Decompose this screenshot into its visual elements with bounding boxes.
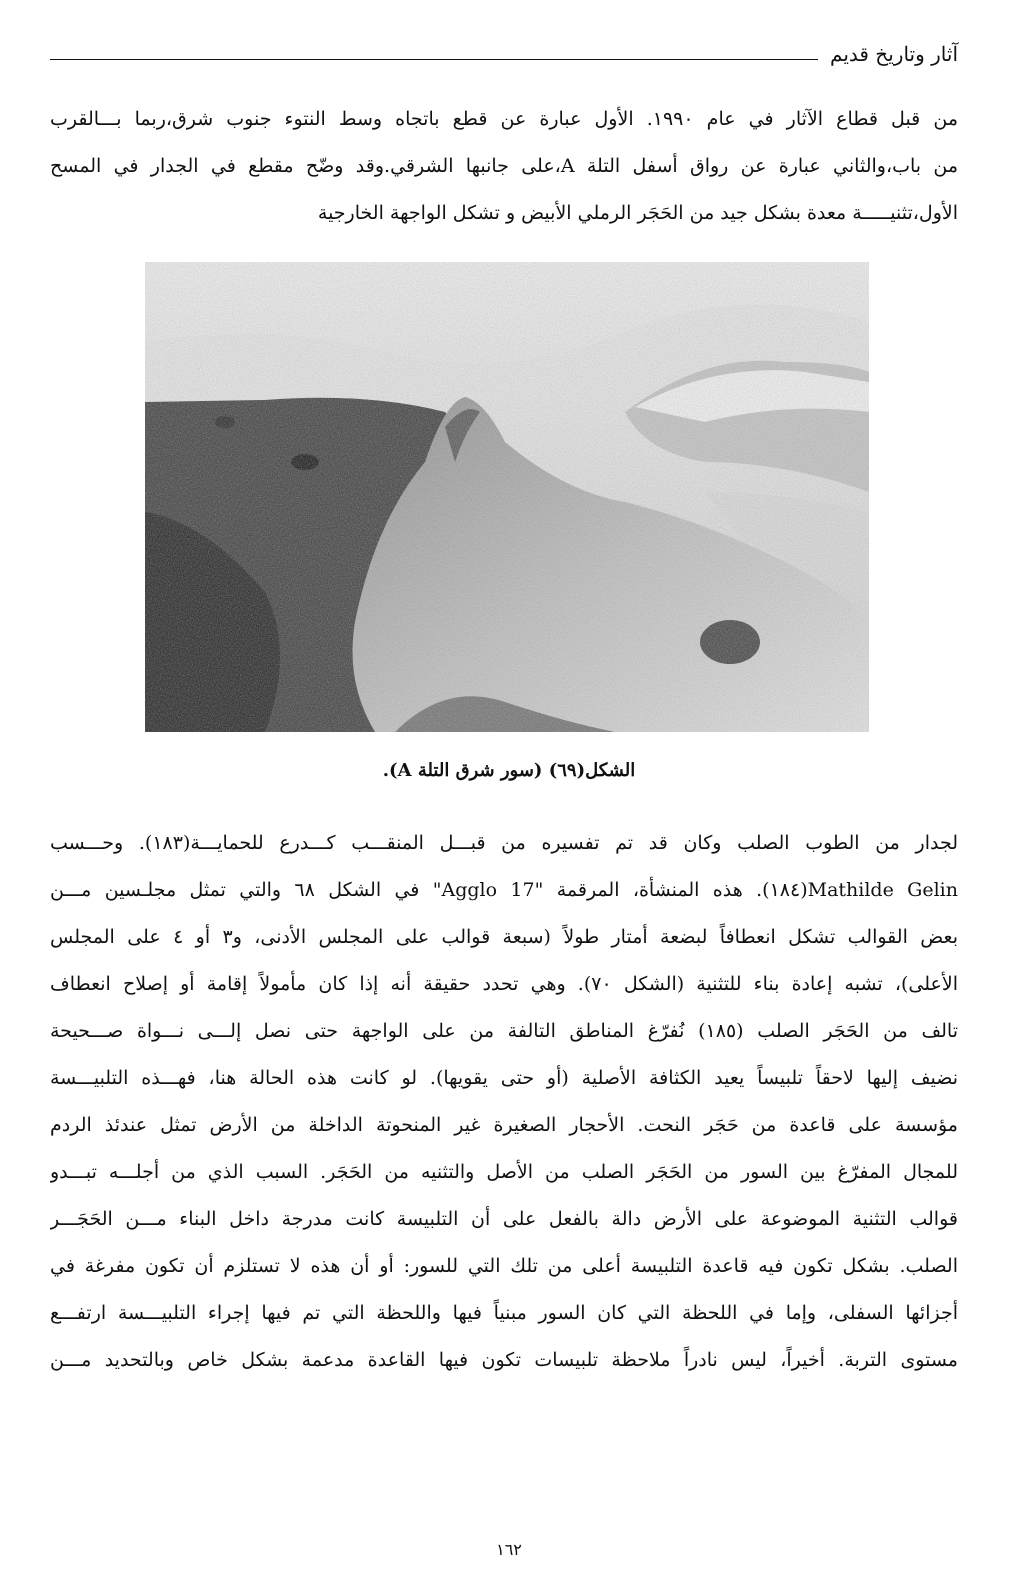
header-title: آثار وتاريخ قديم: [830, 42, 958, 66]
figure-caption: الشكل(٦٩) (سور شرق التلة A).: [382, 760, 636, 781]
text-line: لجدار من الطوب الصلب وكان قد تم تفسيره من قبـــل المنقـــب كـــدرع للحمايـــة(١٨٣). وحـــسب: [50, 832, 958, 854]
running-header: [50, 30, 958, 64]
text-line: تالف من الحَجَر الصلب (١٨٥) نُفرّغ المناطق التالفة من على الواجهة حتى نصل إلـــى نـــواة صـــحيحة: [50, 1020, 958, 1042]
figure-photo-hill: [145, 262, 869, 732]
paragraph-main: [50, 820, 958, 1384]
text-line: مستوى التربة. أخيراً، ليس نادراً ملاحظة تلبيسات تكون فيها القاعدة مدعمة بشكل خاص وبالتحديد مـــن: [50, 1349, 958, 1371]
text-line: الصلب. بشكل تكون فيه قاعدة التلبيسة أعلى من تلك التي للسور: أو أن هذه لا تستلزم أن تكون مفرغة في: [50, 1255, 958, 1277]
text-line: Mathilde Gelin(١٨٤). هذه المنشأة، المرقمة "Agglo 17" في الشكل ٦٨ والتي تمثل مجلـسين مـــن: [50, 879, 958, 901]
text-line: من باب،والثاني عبارة عن رواق أسفل التلة A،على جانبها الشرقي.وقد وضّح مقطع في الجدار في المسح: [50, 155, 958, 177]
text-line: بعض القوالب تشكل انعطافاً لبضعة أمتار طولاً (سبعة قوالب على المجلس الأدنى، و٣ أو ٤ على المجلس: [50, 926, 958, 948]
text-line: الأول،تثنيـــــة معدة بشكل جيد من الحَجَر الرملي الأبيض و تشكل الواجهة الخارجية: [317, 202, 958, 224]
page-number: ١٦٢: [496, 1540, 522, 1559]
paragraph-top: [50, 96, 958, 237]
text-line: قوالب التثنية الموضوعة على الأرض دالة بالفعل على أن التلبيسة كانت مدرجة داخل البناء مـــن الحَجَـــر: [50, 1208, 958, 1230]
header-rule: [50, 59, 818, 60]
text-line: مؤسسة على قاعدة من حَجَر النحت. الأحجار الصغيرة غير المنحوتة الداخلة من الأرض تمثل عندئذ الردم: [50, 1114, 958, 1136]
text-line: من قبل قطاع الآثار في عام ١٩٩٠. الأول عبارة عن قطع باتجاه وسط النتوء جنوب شرق،ربما بـــالقرب: [50, 108, 958, 130]
text-line: أجزائها السفلى، وإما في اللحظة التي كان السور مبنياً فيها واللحظة التي تم فيها إجراء التلبيـــسة ارتفـــع: [50, 1302, 958, 1324]
text-line: الأعلى)، تشبه إعادة بناء للتثنية (الشكل ٧٠). وهي تحدد حقيقة أنه إذا كان مأمولاً إقامة أو إصلاح انعطاف: [50, 973, 958, 995]
text-line: نضيف إليها لاحقاً تلبيساً يعيد الكثافة الأصلية (أو حتى يقويها). لو كانت هذه الحالة هنا، فهـــذه التلبيـــسة: [50, 1067, 958, 1089]
photo-illustration: [145, 262, 869, 732]
text-line: للمجال المفرّغ بين السور من الحَجَر الصلب من الأصل والتثنيه من الحَجَر. السبب الذي من أجلـــه تبـــدو: [50, 1161, 958, 1183]
